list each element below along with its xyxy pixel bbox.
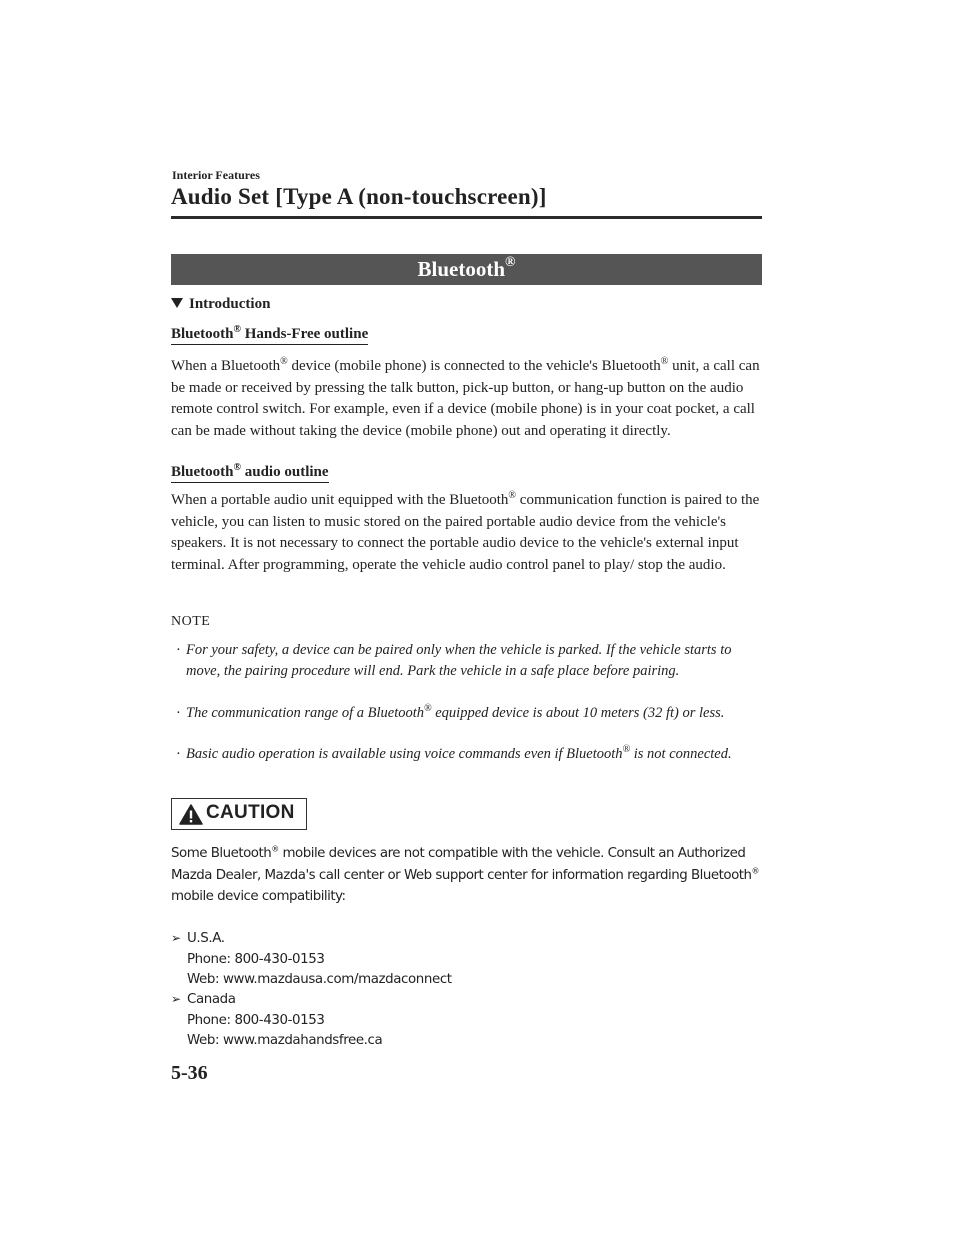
- contact-phone: Phone: 800-430-0153: [187, 951, 325, 967]
- section-label: Interior Features: [172, 168, 260, 182]
- contact-phone: Phone: 800-430-0153: [187, 1012, 325, 1028]
- caution-label: CAUTION: [206, 802, 295, 823]
- registered-mark: ®: [424, 703, 432, 715]
- registered-mark: ®: [660, 356, 669, 367]
- heading-part: Bluetooth: [171, 464, 234, 480]
- arrowhead-right-icon: ➢: [171, 931, 181, 945]
- caution-text: [171, 843, 771, 908]
- arrowhead-right-icon: ➢: [171, 992, 181, 1006]
- text-run: unit, a call can be made or received by pressing the talk button, pick-up button, or hang-up button on the audio remote control switch. For example, even if a device (mobile phone) is in your coat pocket, a call can be made without taking the device (mobile phone) out and operating it directly.: [171, 358, 760, 439]
- title-divider: [171, 216, 762, 219]
- handsfree-outline-heading: [171, 326, 368, 345]
- bullet-icon: ·: [176, 705, 181, 721]
- audio-outline-heading: [171, 464, 329, 483]
- registered-mark: ®: [233, 462, 241, 473]
- registered-mark: ®: [233, 324, 241, 335]
- contact-web: Web: www.mazdahandsfree.ca: [187, 1033, 383, 1048]
- contact-web: Web: www.mazdausa.com/mazdaconnect: [187, 972, 452, 987]
- bluetooth-banner: [171, 254, 762, 285]
- contact-region: Canada: [187, 992, 236, 1007]
- heading-part: Hands-Free outline: [241, 326, 369, 342]
- registered-mark: ®: [271, 844, 279, 854]
- contact-region: U.S.A.: [187, 931, 225, 946]
- registered-mark: ®: [508, 490, 517, 501]
- contact-usa: [171, 928, 452, 991]
- introduction-heading-text: Introduction: [189, 296, 271, 312]
- text-run: mobile devices are not compatible with the vehicle. Consult an Authorized Mazda Dealer, Mazda's call center or Web support center for information regarding Bluetooth: [171, 846, 752, 883]
- text-run: communication function is paired to the vehicle, you can listen to music stored on the paired portable audio device from the vehicle's speakers. It is not necessary to connect the portable audio device to the vehicle's external input terminal. After programming, operate the vehicle audio control panel to play/ stop the audio.: [171, 492, 760, 573]
- caution-box: [171, 798, 307, 830]
- note-item: [176, 640, 766, 683]
- introduction-heading: [171, 296, 270, 313]
- registered-mark: ®: [280, 356, 288, 367]
- page-number: 5-36: [171, 1062, 208, 1084]
- contact-canada: [171, 989, 382, 1052]
- text-run: device (mobile phone) is connected to the vehicle's Bluetooth: [287, 358, 661, 374]
- bullet-icon: ·: [176, 746, 181, 762]
- registered-mark: ®: [751, 866, 760, 876]
- page-title: Audio Set [Type A (non-touchscreen)]: [171, 184, 547, 209]
- note-text: Basic audio operation is available using voice commands even if Bluetooth: [186, 746, 623, 762]
- heading-part: Bluetooth: [171, 326, 234, 342]
- warning-triangle-icon: [179, 804, 203, 825]
- text-run: mobile device compatibility:: [171, 889, 346, 904]
- note-text: is not connected.: [630, 746, 732, 762]
- audio-paragraph: [171, 490, 766, 576]
- handsfree-paragraph: [171, 356, 766, 442]
- bullet-icon: ·: [176, 642, 181, 658]
- registered-mark: ®: [622, 744, 631, 756]
- triangle-down-icon: [171, 298, 183, 308]
- note-item: [176, 744, 766, 765]
- note-title: NOTE: [171, 614, 211, 629]
- banner-title: Bluetooth: [417, 257, 506, 281]
- registered-mark: ®: [505, 255, 516, 270]
- note-text: equipped device is about 10 meters (32 ft) or less.: [431, 705, 725, 721]
- note-text: The communication range of a Bluetooth: [186, 705, 425, 721]
- text-run: When a Bluetooth: [171, 358, 281, 374]
- text-run: Some Bluetooth: [171, 846, 272, 861]
- heading-part: audio outline: [241, 464, 329, 480]
- note-item: [176, 703, 766, 724]
- note-text: For your safety, a device can be paired only when the vehicle is parked. If the vehicle starts to move, the pairing procedure will end. Park the vehicle in a safe place before pairing.: [186, 642, 732, 680]
- text-run: When a portable audio unit equipped with the Bluetooth: [171, 492, 509, 508]
